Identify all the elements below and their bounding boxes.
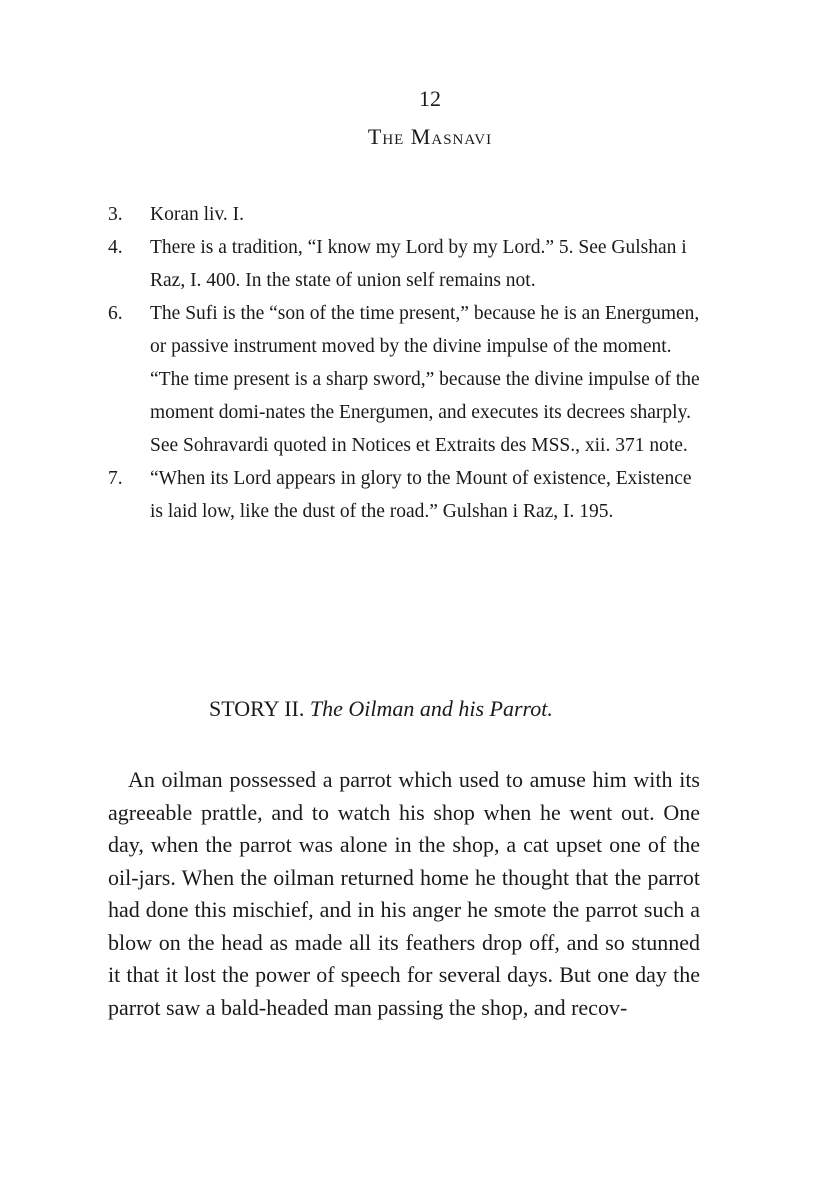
footnotes-list <box>108 198 708 528</box>
footnote-text: Koran liv. I. <box>150 204 245 225</box>
running-title: The Masnavi <box>367 124 493 149</box>
footnote-3 <box>108 198 708 231</box>
footnote-4 <box>108 231 708 297</box>
story-label: STORY II. <box>209 696 305 721</box>
page-number: 12 <box>419 86 441 111</box>
story-body: An oilman possessed a parrot which used to amuse him with its agreeable prattle, and to watch his shop when he went out. One day, when the parrot was alone in the shop, a cat upset one of the oil-jars. When the oilman returned home he thought that the parrot had done this mischief, and in his anger he smote the parrot such a blow on the head as made all its feathers drop off, and so stunned it that it lost the power of speech for several days. But one day the parrot saw a bald-headed man passing the shop, and recov- <box>108 767 700 1020</box>
footnote-text: There is a tradition, “I know my Lord by my Lord.” 5. See Gulshan i Raz, I. 400. In the state of union self remains not. <box>150 237 687 291</box>
footnote-text: “When its Lord appears in glory to the Mount of existence, Existence is laid low, like the dust of the road.” Gulshan i Raz, I. 195. <box>150 468 692 522</box>
footnote-7 <box>108 462 708 528</box>
footnote-number: 4. <box>108 237 123 258</box>
footnote-text: The Sufi is the “son of the time present,” because he is an Energumen, or passive instrument moved by the divine impulse of the moment. “The time present is a sharp sword,” because the divine impulse of the moment domi-nates the Energumen, and executes its decrees sharply. See Sohravardi quoted in Notices et Extraits des MSS., xii. 371 note. <box>150 303 700 456</box>
footnote-6 <box>108 297 708 462</box>
story-title: The Oilman and his Parrot. <box>309 696 553 721</box>
footnote-number: 6. <box>108 303 123 324</box>
footnote-number: 3. <box>108 204 123 225</box>
story-heading <box>209 696 553 722</box>
footnote-number: 7. <box>108 468 123 489</box>
